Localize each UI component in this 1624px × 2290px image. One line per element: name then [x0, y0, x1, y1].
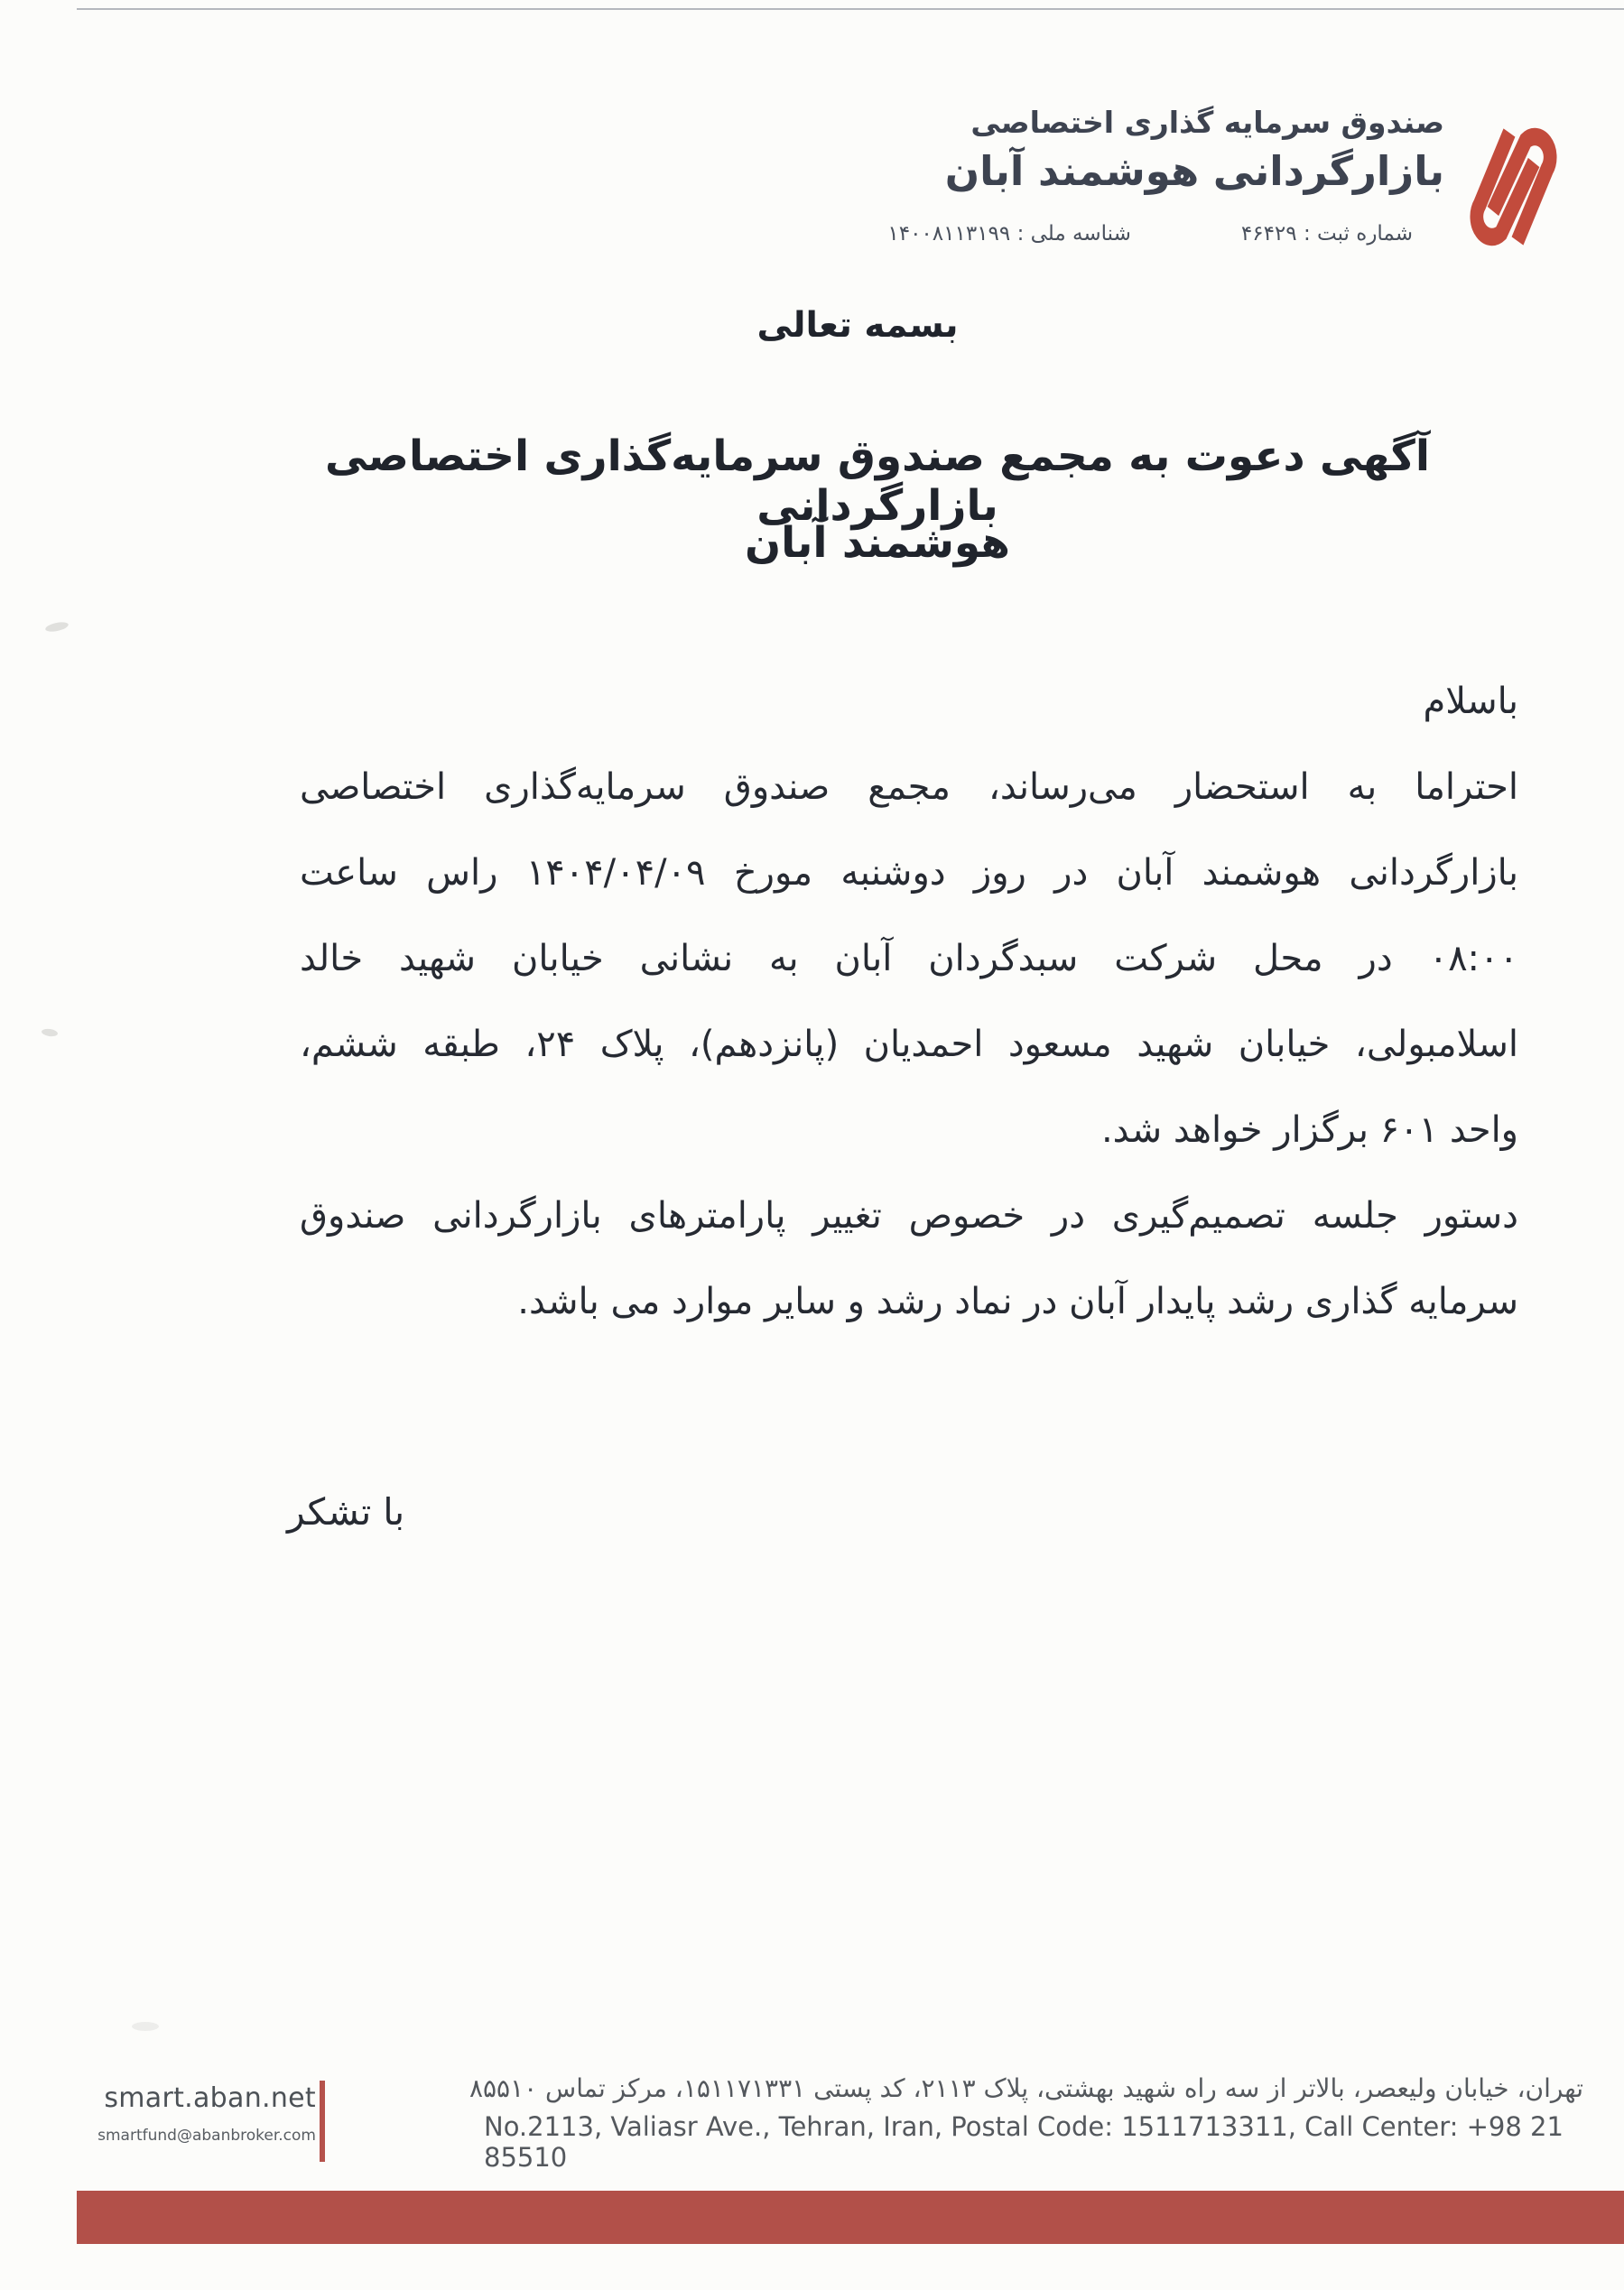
letter-title-line2: هوشمند آبان — [744, 518, 1010, 568]
scan-smudge — [44, 620, 69, 633]
body-line: واحد ۶۰۱ برگزار خواهد شد. — [1100, 1109, 1518, 1151]
company-name-line2: بازارگردانی هوشمند آبان — [944, 147, 1444, 195]
footer-divider — [320, 2081, 325, 2162]
national-id: شناسه ملی : ۱۴۰۰۸۱۱۳۱۹۹ — [887, 222, 1131, 246]
footer-address-block — [350, 2073, 1583, 2173]
footer-red-bar — [77, 2191, 1624, 2244]
body-line: ۰۸:۰۰ در محل شرکت سبدگردان آبان به نشانی خیابان شهید خالد — [300, 938, 1518, 979]
body-line: بازارگردانی هوشمند آبان در روز دوشنبه مورخ ۱۴۰۴/۰۴/۰۹ راس ساعت — [300, 852, 1518, 894]
letterhead — [945, 105, 1444, 195]
email-address: smartfund@abanbroker.com — [97, 2127, 316, 2145]
registration-row — [887, 222, 1413, 246]
body-line: احتراما به استحضار می‌رساند، مجمع صندوق سرمایه‌گذاری اختصاصی — [300, 766, 1518, 808]
top-rule — [77, 8, 1624, 10]
aban-logo-icon — [1462, 119, 1564, 255]
salutation: باسلام — [1423, 681, 1518, 722]
scan-smudge — [132, 2022, 159, 2031]
address-persian: تهران، خیابان ولیعصر، بالاتر از سه راه شهید بهشتی، پلاک ۲۱۱۳، کد پستی ۱۵۱۱۷۱۳۳۱، مرکز تماس ۸۵۵۱۰ — [469, 2073, 1583, 2103]
scan-smudge — [42, 1028, 59, 1037]
address-english: No.2113, Valiasr Ave., Tehran, Iran, Postal Code: 1511713311, Call Center: +98 21 85510 — [484, 2111, 1564, 2173]
bismillah-heading: بسمه تعالی — [756, 305, 959, 346]
body-line: دستور جلسه تصمیم‌گیری در خصوص تغییر پارامترهای بازارگردانی صندوق — [300, 1195, 1518, 1237]
closing-thanks: با تشکر — [287, 1490, 405, 1534]
letter-title-line1: آگهی دعوت به مجمع صندوق سرمایه‌گذاری اختصاصی بازارگردانی — [324, 431, 1431, 531]
website-url: smart.aban.net — [104, 2082, 316, 2114]
body-line: سرمایه گذاری رشد پایدار آبان در نماد رشد و سایر موارد می باشد. — [517, 1281, 1518, 1322]
body-line: اسلامبولی، خیابان شهید مسعود احمدیان (پانزدهم)، پلاک ۲۴، طبقه ششم، — [300, 1024, 1519, 1065]
registration-number: شماره ثبت : ۴۶۴۲۹ — [1240, 222, 1413, 246]
letter-body — [300, 659, 1518, 1345]
company-name-line1: صندوق سرمایه گذاری اختصاصی — [970, 105, 1444, 140]
footer-contact-left — [88, 2082, 316, 2145]
